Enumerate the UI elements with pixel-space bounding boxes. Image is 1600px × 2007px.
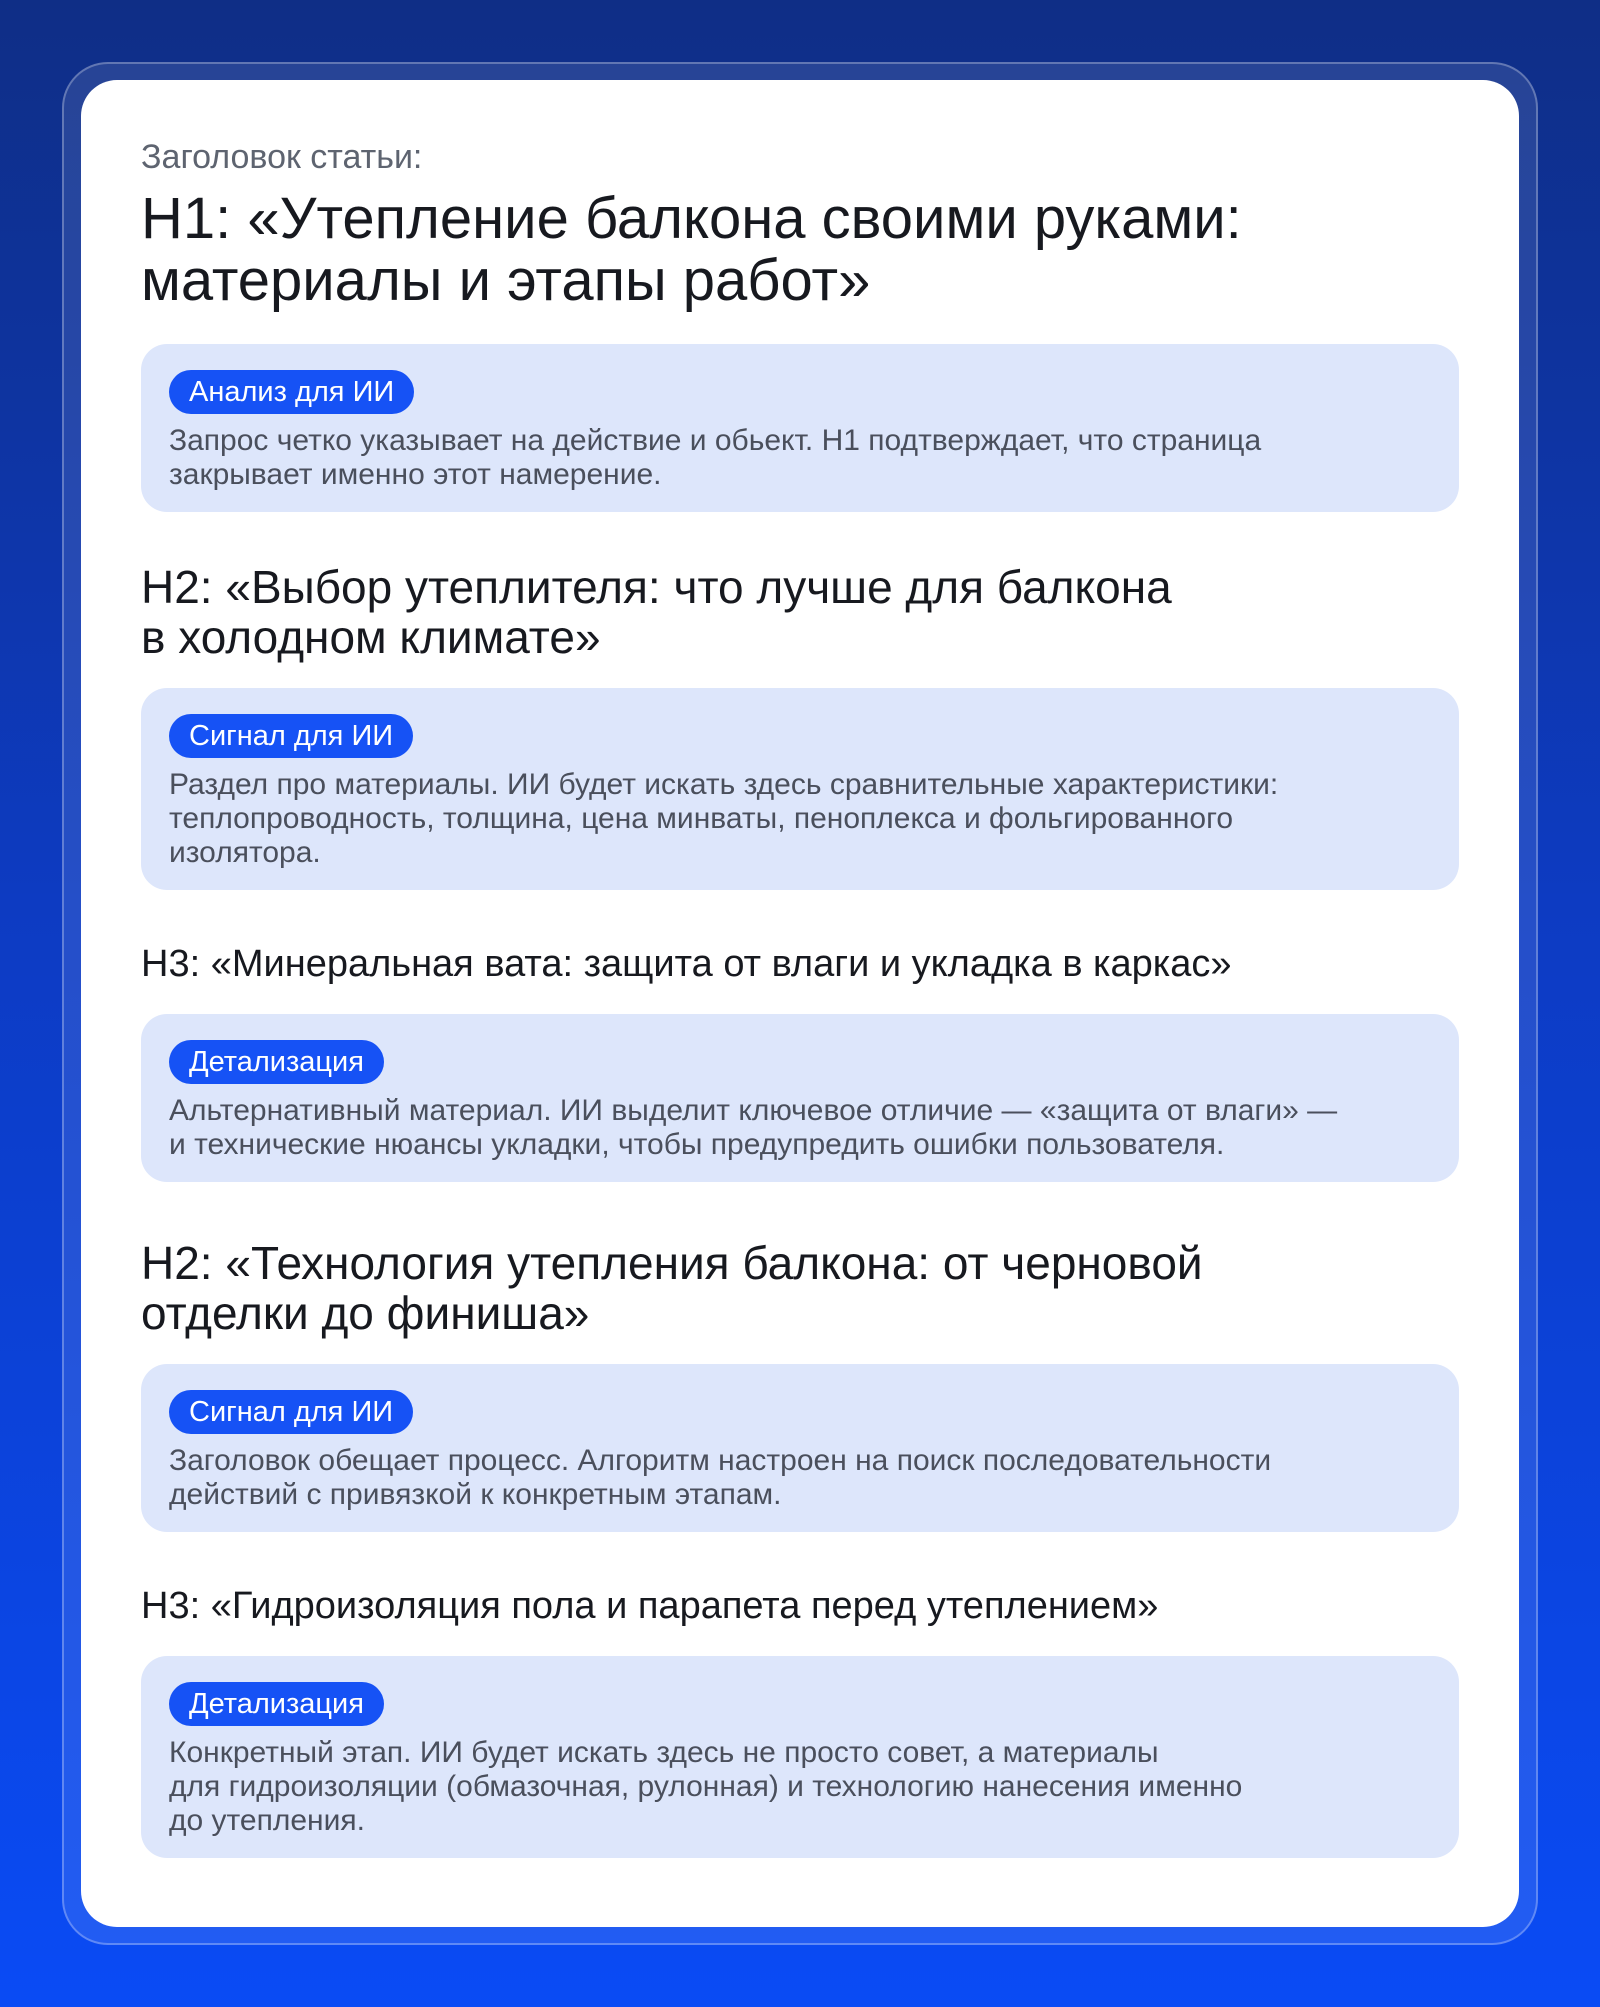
signal-badge: Сигнал для ИИ [169, 1390, 413, 1434]
note-signal-technology [141, 1364, 1459, 1532]
note-text: Альтернативный материал. ИИ выделит ключевое отличие — «защита от влаги» — и технические нюансы укладки, чтобы предупредить ошибки пользователя. [169, 1094, 1338, 1161]
note-analysis [141, 344, 1459, 512]
signal-badge: Сигнал для ИИ [169, 714, 413, 758]
h1-heading: H1: «Утепление балкона своими руками: материалы и этапы работ» [141, 186, 1242, 313]
detail-badge: Детализация [169, 1682, 384, 1726]
h2-heading-materials: H2: «Выбор утеплителя: что лучше для балкона в холодном климате» [141, 561, 1172, 663]
article-label: Заголовок статьи: [141, 138, 423, 176]
detail-badge: Детализация [169, 1040, 384, 1084]
h2-heading-technology: H2: «Технология утепления балкона: от черновой отделки до финиша» [141, 1237, 1203, 1339]
h3-heading-mineral-wool: H3: «Минеральная вата: защита от влаги и укладка в каркас» [141, 943, 1232, 985]
h3-heading-waterproofing: H3: «Гидроизоляция пола и парапета перед утеплением» [141, 1585, 1159, 1627]
note-detail-waterproofing [141, 1656, 1459, 1858]
analysis-badge: Анализ для ИИ [169, 370, 414, 414]
note-text: Конкретный этап. ИИ будет искать здесь не просто совет, а материалы для гидроизоляции (обмазочная, рулонная) и технологию нанесения именно до утепления. [169, 1736, 1243, 1837]
note-signal-materials [141, 688, 1459, 890]
note-text: Заголовок обещает процесс. Алгоритм настроен на поиск последовательности действий с привязкой к конкретным этапам. [169, 1444, 1272, 1511]
note-detail-mineral-wool [141, 1014, 1459, 1182]
note-text: Запрос четко указывает на действие и обьект. H1 подтверждает, что страница закрывает именно этот намерение. [169, 424, 1262, 491]
note-text: Раздел про материалы. ИИ будет искать здесь сравнительные характеристики: теплопроводность, толщина, цена минваты, пеноплекса и фольгированного изолятора. [169, 768, 1279, 869]
article-card [81, 80, 1519, 1927]
